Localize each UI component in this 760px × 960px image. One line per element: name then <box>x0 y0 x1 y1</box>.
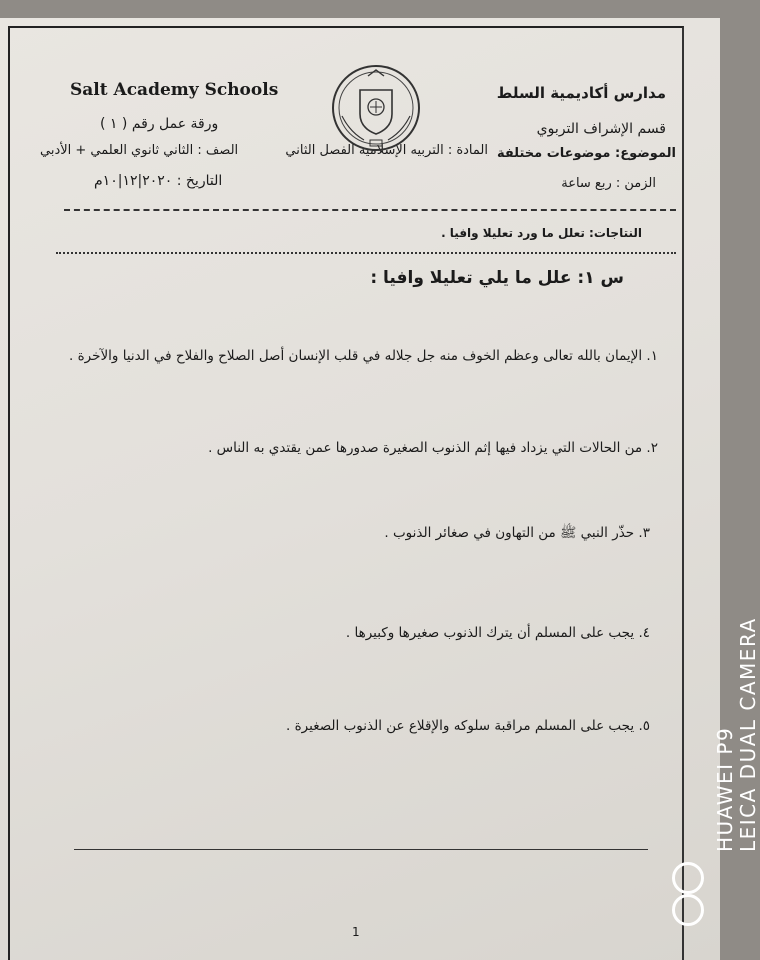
subject-label: المادة : التربيه الإسلاميه الفصل الثاني <box>285 143 488 158</box>
watermark-circle-icon <box>672 894 704 926</box>
question-title: س ١: علل ما يلي تعليلا وافيا : <box>370 268 624 288</box>
watermark-line-2: LEICA DUAL CAMERA <box>736 617 760 852</box>
grade-label: الصف : الثاني ثانوي العلمي + الأدبي <box>40 143 239 158</box>
answer-line <box>74 849 648 850</box>
question-item: ٣. حذّر النبي ﷺ من التهاون في صغائر الذنوب . <box>384 525 650 541</box>
page-border <box>8 26 684 960</box>
supervision-department: قسم الإشراف التربوي <box>536 121 666 137</box>
camera-watermark <box>670 617 760 940</box>
topic-label: الموضوع: موضوعات مختلفة <box>496 146 676 161</box>
school-name-arabic: مدارس أكاديمية السلط <box>496 84 666 102</box>
watermark-circle-icon <box>672 862 704 894</box>
school-name-english: Salt Academy Schools <box>70 80 279 100</box>
question-item: ١. الإيمان بالله تعالى وعظم الخوف منه جل جلاله في قلب الإنسان أصل الصلاح والفلاح في الدنيا والآخرة . <box>69 348 658 364</box>
watermark-text <box>714 617 760 852</box>
date-label: التاريخ : ٢٠٢٠|١٢|١٠م <box>94 173 223 189</box>
school-crest-icon <box>330 62 422 154</box>
page-number: 1 <box>352 925 360 939</box>
time-label: الزمن : ربع ساعة <box>561 176 656 191</box>
learning-outcomes: النتاجات: تعلل ما ورد تعليلا وافيا . <box>441 226 642 240</box>
worksheet-number: ورقة عمل رقم ( ١ ) <box>100 116 219 132</box>
question-item: ٢. من الحالات التي يزداد فيها إثم الذنوب الصغيرة صدورها عمن يقتدي به الناس . <box>208 440 658 456</box>
outcomes-divider <box>56 252 676 254</box>
header-divider <box>64 209 676 211</box>
watermark-line-1: HUAWEI P9 <box>713 726 737 852</box>
question-item: ٤. يجب على المسلم أن يترك الذنوب صغيرها وكبيرها . <box>345 625 650 641</box>
question-item: ٥. يجب على المسلم مراقبة سلوكه والإقلاع عن الذنوب الصغيرة . <box>286 718 650 734</box>
